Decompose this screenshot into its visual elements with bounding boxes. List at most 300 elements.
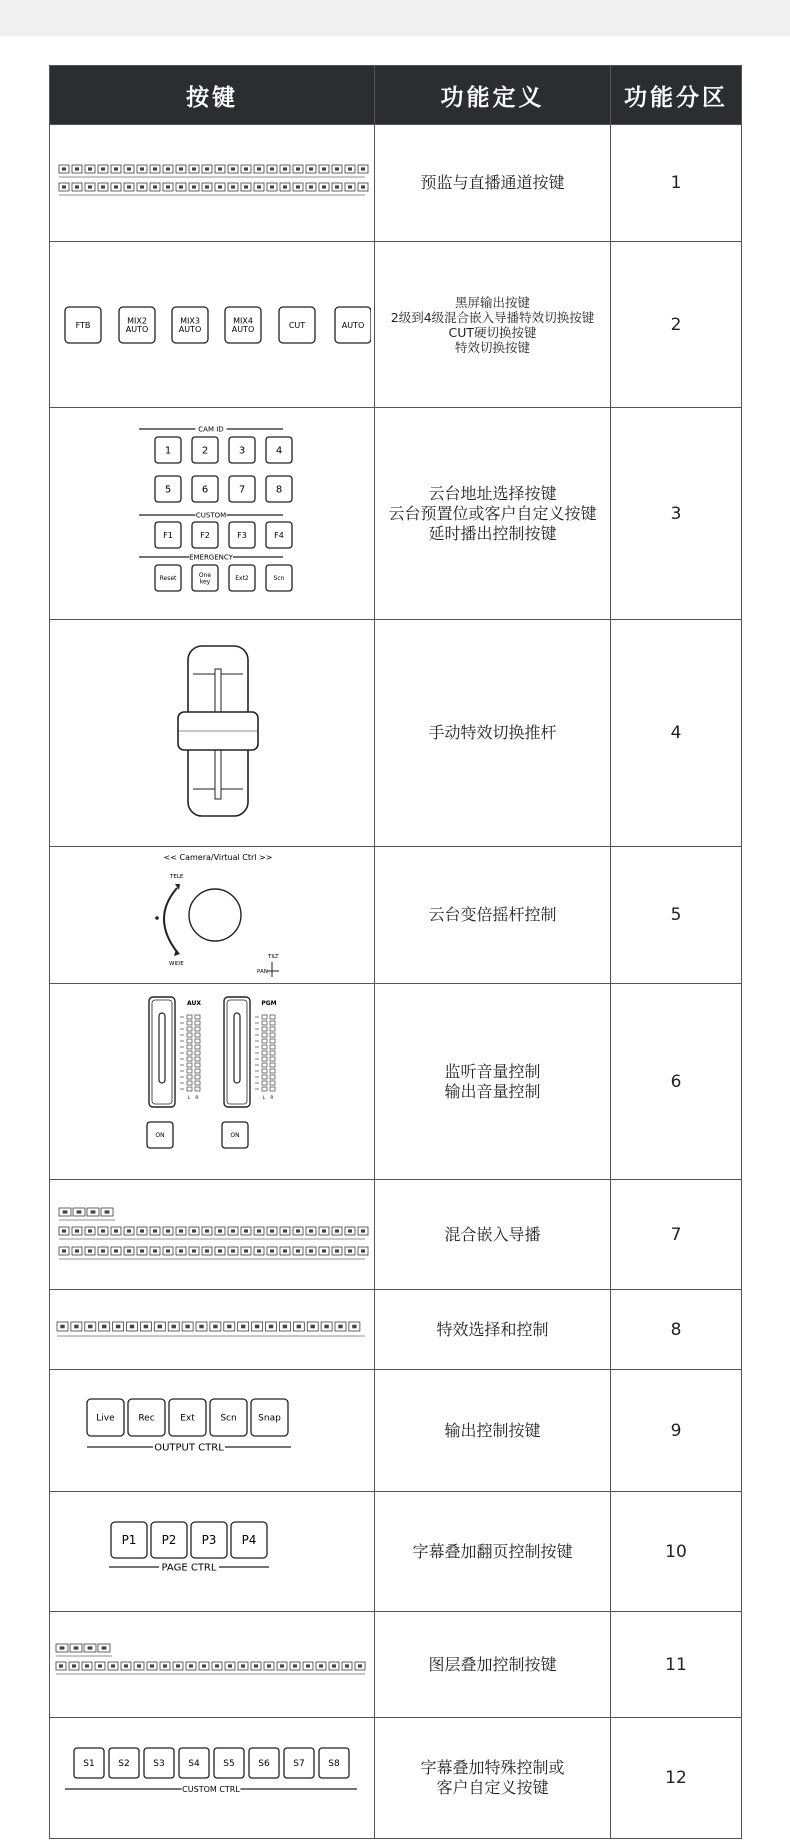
effect-key-mark <box>144 1324 148 1328</box>
program-channel-key-mark <box>205 185 209 188</box>
pgm-meter-l <box>262 1021 267 1025</box>
custom-key-label: F3 <box>237 530 247 540</box>
page-key-label: P4 <box>241 1532 257 1547</box>
effect-keys-panel <box>50 1290 375 1370</box>
pgm-meter-l <box>262 1087 267 1091</box>
preview-channel-key-mark <box>296 167 300 170</box>
mix-pvw-key-mark <box>283 1249 287 1252</box>
table-row <box>50 242 742 408</box>
table-row <box>50 1290 742 1370</box>
cam-id-key-label: 4 <box>275 445 283 456</box>
overlay-key-mark <box>358 1664 362 1667</box>
table-row <box>50 1612 742 1718</box>
custom-key-label: F1 <box>163 530 173 540</box>
audio-faders <box>53 985 371 1175</box>
pgm-meter-l <box>262 1069 267 1073</box>
switch-key-label: MIX3 <box>180 315 200 325</box>
preview-channel-key-mark <box>322 167 326 170</box>
overlay-key-mark <box>280 1664 284 1667</box>
function-line: 字幕叠加翻页控制按键 <box>412 1541 573 1561</box>
program-channel-key-mark <box>166 185 170 188</box>
pgm-meter-l <box>262 1063 267 1067</box>
effect-key-mark <box>158 1324 162 1328</box>
overlay-key-mark <box>293 1664 297 1667</box>
key-function-table <box>49 65 742 1839</box>
effect-key-mark <box>283 1324 287 1328</box>
function-line: 输出音量控制 <box>444 1081 541 1101</box>
preview-channel-key-mark <box>114 167 118 170</box>
effect-key-mark <box>227 1324 231 1328</box>
page-key-label: P3 <box>201 1532 217 1547</box>
page-panel <box>50 1492 375 1612</box>
switch-key-label: FTB <box>75 320 91 330</box>
preview-channel-key-mark <box>205 167 209 170</box>
mix-pgm-key-mark <box>361 1229 365 1232</box>
table-row <box>50 984 742 1180</box>
function-line: 图层叠加控制按键 <box>428 1654 557 1674</box>
mix-pvw-key-mark <box>361 1249 365 1252</box>
header-zone: 功能分区 <box>611 66 742 125</box>
custom-key-label: F2 <box>200 530 210 540</box>
effect-key-mark <box>102 1324 106 1328</box>
preview-channel-key-mark <box>335 167 339 170</box>
function-line: 监听音量控制 <box>444 1061 541 1081</box>
mix-keys-panel <box>50 1180 375 1290</box>
effect-key-mark <box>130 1324 134 1328</box>
program-channel-key-mark <box>101 185 105 188</box>
preview-channel-key-mark <box>361 167 365 170</box>
switch-keys-panel <box>50 242 375 408</box>
table-row <box>50 847 742 984</box>
output-key-label: Ext <box>180 1413 195 1424</box>
overlay-key-mark <box>72 1664 76 1667</box>
custom-ctrl-key-label: S8 <box>328 1759 340 1770</box>
mix-pgm-key-mark <box>75 1229 79 1232</box>
mix-pvw-key-mark <box>218 1249 222 1252</box>
cam-id-key-label: 2 <box>201 445 209 456</box>
cam-id-keypad <box>53 417 371 607</box>
overlay-key-mark <box>215 1664 219 1667</box>
mix-mode-key-mark <box>105 1210 110 1213</box>
custom-ctrl-key-label: S5 <box>223 1759 235 1770</box>
overlay-key-mark <box>319 1664 323 1667</box>
pgm-meter-r <box>270 1063 275 1067</box>
mix-pvw-key-mark <box>140 1249 144 1252</box>
effect-key-mark <box>172 1324 176 1328</box>
function-line: 特效选择和控制 <box>436 1319 549 1339</box>
mix-pvw-key-mark <box>75 1249 79 1252</box>
mix-mode-key-mark <box>91 1210 96 1213</box>
program-channel-key-mark <box>348 185 352 188</box>
cam-id-group-label: CAM ID <box>198 424 224 433</box>
table-row <box>50 620 742 847</box>
mix-pgm-key-mark <box>283 1229 287 1232</box>
program-channel-key-mark <box>62 185 66 188</box>
zone-cell: 4 <box>611 620 742 847</box>
mix-pvw-key-mark <box>114 1249 118 1252</box>
joystick-title: << Camera/Virtual Ctrl >> <box>163 853 273 862</box>
preview-channel-key-mark <box>140 167 144 170</box>
emergency-key-label: Ext2 <box>235 574 249 582</box>
custom-ctrl-label: CUSTOM CTRL <box>182 1784 240 1794</box>
program-channel-key-mark <box>88 185 92 188</box>
table-row <box>50 1492 742 1612</box>
pgm-meter-l <box>262 1027 267 1031</box>
preview-channel-key-mark <box>153 167 157 170</box>
effect-key-mark <box>241 1324 245 1328</box>
aux-meter-r <box>195 1069 200 1073</box>
mix-pvw-key-mark <box>127 1249 131 1252</box>
preview-channel-key-mark <box>127 167 131 170</box>
aux-meter-r <box>195 1039 200 1043</box>
aux-meter-l <box>187 1063 192 1067</box>
effect-key-mark <box>199 1324 203 1328</box>
function-line: 特效切换按键 <box>454 339 530 355</box>
table-row <box>50 408 742 620</box>
wide-label: WIDE <box>169 961 184 967</box>
effect-key-mark <box>311 1324 315 1328</box>
zone-cell: 2 <box>611 242 742 408</box>
camera-joystick <box>53 848 371 978</box>
table-row <box>50 125 742 242</box>
mix-pvw-key-mark <box>179 1249 183 1252</box>
zoom-center-dot <box>155 916 159 920</box>
aux-meter-l <box>187 1027 192 1031</box>
mix-pvw-key-mark <box>88 1249 92 1252</box>
custom-group-label: CUSTOM <box>195 510 227 519</box>
overlay-key-mark <box>345 1664 349 1667</box>
preview-channel-key-mark <box>283 167 287 170</box>
mix-pgm-key-mark <box>153 1229 157 1232</box>
pgm-meter-l <box>262 1015 267 1019</box>
overlay-key-mark <box>111 1664 115 1667</box>
function-line: 客户自定义按键 <box>436 1778 549 1797</box>
preview-channel-key-mark <box>257 167 261 170</box>
function-cell <box>375 847 611 984</box>
page-ctrl-label: PAGE CTRL <box>161 1562 217 1573</box>
pgm-fader-knob[interactable] <box>234 1013 240 1083</box>
preview-channel-key-mark <box>166 167 170 170</box>
function-line: 字幕叠加特殊控制或 <box>420 1758 565 1777</box>
program-channel-key-mark <box>127 185 131 188</box>
mix-pgm-key-mark <box>166 1229 170 1232</box>
aux-meter-r <box>195 1063 200 1067</box>
emergency-group-label: EMERGENCY <box>189 552 233 561</box>
cam-id-key-label: 3 <box>238 445 246 456</box>
pgm-meter-r <box>270 1021 275 1025</box>
function-cell <box>375 984 611 1180</box>
pgm-meter-l <box>262 1081 267 1085</box>
cam-id-key-label: 1 <box>164 445 172 456</box>
output-key-label: Scn <box>220 1413 237 1424</box>
pgm-meter-r <box>270 1057 275 1061</box>
mix-pgm-key-mark <box>231 1229 235 1232</box>
program-channel-key-mark <box>283 185 287 188</box>
preview-channel-key-mark <box>270 167 274 170</box>
preview-channel-key-mark <box>244 167 248 170</box>
aux-meter-l <box>187 1021 192 1025</box>
pgm-meter-r <box>270 1033 275 1037</box>
joystick-knob[interactable] <box>189 889 241 941</box>
effect-key-mark <box>324 1324 328 1328</box>
pgm-meter-r <box>270 1069 275 1073</box>
mix-pvw-key-mark <box>62 1249 66 1252</box>
effect-key-mark <box>297 1324 301 1328</box>
switch-key-label: AUTO <box>231 324 255 334</box>
overlay-key-mark <box>124 1664 128 1667</box>
aux-meter-l <box>187 1015 192 1019</box>
mix-pvw-key-mark <box>257 1249 261 1252</box>
overlay-key-mark <box>267 1664 271 1667</box>
overlay-key-mark <box>137 1664 141 1667</box>
custom-ctrl-group <box>53 1736 371 1816</box>
function-line: 延时播出控制按键 <box>428 523 557 543</box>
program-channel-key-mark <box>179 185 183 188</box>
program-channel-key-mark <box>244 185 248 188</box>
mix-pgm-key-mark <box>348 1229 352 1232</box>
joystick-panel <box>50 847 375 984</box>
mix-pgm-key-mark <box>218 1229 222 1232</box>
pgm-meter-l <box>262 1045 267 1049</box>
switch-key-label: AUTO <box>341 320 365 330</box>
mix-pgm-key-mark <box>205 1229 209 1232</box>
cam-id-key-label: 8 <box>275 484 283 495</box>
overlay-key-mark <box>176 1664 180 1667</box>
overlay-key-mark <box>59 1664 63 1667</box>
zone-cell: 8 <box>611 1290 742 1370</box>
pgm-meter-l <box>262 1039 267 1043</box>
aux-meter-r <box>195 1027 200 1031</box>
page-key-label: P1 <box>121 1532 137 1547</box>
effect-key-mark <box>213 1324 217 1328</box>
effect-key-mark <box>74 1324 78 1328</box>
custom-ctrl-key-label: S6 <box>258 1759 270 1770</box>
mix-pvw-key-mark <box>296 1249 300 1252</box>
pgm-meter-r <box>270 1075 275 1079</box>
mix-pvw-key-mark <box>270 1249 274 1252</box>
aux-meter-r <box>195 1075 200 1079</box>
emergency-key-label: Reset <box>159 574 177 582</box>
pgm-meter-l <box>262 1057 267 1061</box>
overlay-key-mark <box>306 1664 310 1667</box>
pgm-meter-r <box>270 1039 275 1043</box>
tele-label: TELE <box>170 874 184 880</box>
aux-meter-l <box>187 1039 192 1043</box>
aux-meter-l <box>187 1057 192 1061</box>
table-row <box>50 1718 742 1839</box>
aux-fader-knob[interactable] <box>159 1013 165 1083</box>
pgm-meter-l <box>262 1051 267 1055</box>
mix-key-strip <box>53 1198 371 1268</box>
effect-key-mark <box>338 1324 342 1328</box>
overlay-mode-key-mark <box>60 1646 65 1649</box>
switch-key-label: AUTO <box>125 324 149 334</box>
zone-cell: 10 <box>611 1492 742 1612</box>
preview-channel-key-mark <box>88 167 92 170</box>
switch-key-group <box>53 293 371 353</box>
function-line: CUT硬切换按键 <box>448 324 537 340</box>
function-line: 混合嵌入导播 <box>444 1224 541 1244</box>
mix-pgm-key-mark <box>309 1229 313 1232</box>
function-cell <box>375 408 611 620</box>
aux-meter-r <box>195 1045 200 1049</box>
mix-pvw-key-mark <box>322 1249 326 1252</box>
effect-key-mark <box>255 1324 259 1328</box>
aux-meter-r <box>195 1057 200 1061</box>
mix-pgm-key-mark <box>88 1229 92 1232</box>
preview-channel-key-mark <box>62 167 66 170</box>
pgm-l-label: L <box>262 1095 266 1101</box>
output-ctrl-group <box>53 1389 371 1469</box>
aux-meter-r <box>195 1021 200 1025</box>
program-channel-key-mark <box>153 185 157 188</box>
emergency-key-label: key <box>199 577 211 585</box>
preview-channel-key-mark <box>231 167 235 170</box>
pgm-meter-r <box>270 1027 275 1031</box>
cam-id-key-label: 5 <box>164 484 172 495</box>
function-cell <box>375 620 611 847</box>
overlay-key-mark <box>202 1664 206 1667</box>
mix-pgm-key-mark <box>101 1229 105 1232</box>
preview-channel-key-mark <box>348 167 352 170</box>
mix-mode-key-mark <box>63 1210 68 1213</box>
mix-pvw-key-mark <box>309 1249 313 1252</box>
cam-id-panel <box>50 408 375 620</box>
program-channel-key-mark <box>361 185 365 188</box>
t-bar-panel <box>50 620 375 847</box>
mix-pvw-key-mark <box>101 1249 105 1252</box>
mix-pgm-key-mark <box>140 1229 144 1232</box>
function-line: 云台预置位或客户自定义按键 <box>388 503 597 523</box>
effect-key-mark <box>60 1324 64 1328</box>
function-line: 输出控制按键 <box>444 1420 541 1440</box>
custom-ctrl-key-label: S7 <box>293 1759 305 1770</box>
function-line: 云台变倍摇杆控制 <box>428 905 557 924</box>
top-band <box>0 0 790 36</box>
effect-key-mark <box>116 1324 120 1328</box>
audio-panel <box>50 984 375 1180</box>
function-line: 手动特效切换推杆 <box>428 723 557 742</box>
program-channel-key-mark <box>140 185 144 188</box>
output-key-label: Rec <box>138 1413 155 1424</box>
pan-label: PAN <box>257 969 268 975</box>
aux-meter-r <box>195 1081 200 1085</box>
effect-key-mark <box>269 1324 273 1328</box>
overlay-keys-panel <box>50 1612 375 1718</box>
overlay-key-mark <box>241 1664 245 1667</box>
overlay-mode-key-mark <box>102 1646 107 1649</box>
preview-channel-key-mark <box>75 167 79 170</box>
mix-pvw-key-mark <box>231 1249 235 1252</box>
overlay-key-strip <box>53 1638 371 1688</box>
table-row <box>50 1370 742 1492</box>
zoom-arc <box>164 888 177 952</box>
program-channel-key-mark <box>335 185 339 188</box>
switch-key-label: MIX2 <box>127 315 147 325</box>
pgm-meter-r <box>270 1045 275 1049</box>
program-channel-key-mark <box>114 185 118 188</box>
pgm-meter-r <box>270 1051 275 1055</box>
mix-pgm-key-mark <box>62 1229 66 1232</box>
function-cell <box>375 1492 611 1612</box>
custom-ctrl-panel <box>50 1718 375 1839</box>
program-channel-key-mark <box>270 185 274 188</box>
mix-pvw-key-mark <box>205 1249 209 1252</box>
program-channel-key-mark <box>218 185 222 188</box>
mix-pvw-key-mark <box>153 1249 157 1252</box>
function-cell <box>375 1718 611 1839</box>
function-line: 2级到4级混合嵌入导播特效切换按键 <box>390 309 595 325</box>
program-channel-key-mark <box>309 185 313 188</box>
switch-key-label: MIX4 <box>233 315 253 325</box>
program-channel-key-mark <box>231 185 235 188</box>
mix-pgm-key-mark <box>270 1229 274 1232</box>
effect-key-mark <box>185 1324 189 1328</box>
program-channel-key-mark <box>75 185 79 188</box>
mix-pvw-key-mark <box>348 1249 352 1252</box>
function-line: 黑屏输出按键 <box>454 294 530 310</box>
preview-channel-key-mark <box>101 167 105 170</box>
zone-cell: 12 <box>611 1718 742 1839</box>
mix-pvw-key-mark <box>192 1249 196 1252</box>
aux-meter-r <box>195 1015 200 1019</box>
output-ctrl-label: OUTPUT CTRL <box>154 1442 224 1453</box>
aux-meter-l <box>187 1045 192 1049</box>
function-cell <box>375 1370 611 1492</box>
aux-on-button-label: ON <box>155 1131 165 1139</box>
mix-pgm-key-mark <box>322 1229 326 1232</box>
function-cell <box>375 1290 611 1370</box>
pgm-meter-l <box>262 1075 267 1079</box>
cam-id-key-label: 6 <box>201 484 209 495</box>
zone-cell: 6 <box>611 984 742 1180</box>
zone-cell: 1 <box>611 125 742 242</box>
output-key-label: Snap <box>258 1413 281 1424</box>
switch-key-label: AUTO <box>178 324 202 334</box>
program-channel-key-mark <box>322 185 326 188</box>
custom-key-label: F4 <box>274 530 284 540</box>
aux-meter-l <box>187 1081 192 1085</box>
zone-cell: 7 <box>611 1180 742 1290</box>
mix-pgm-key-mark <box>244 1229 248 1232</box>
aux-meter-l <box>187 1075 192 1079</box>
channel-keys-panel <box>50 125 375 242</box>
mix-pgm-key-mark <box>335 1229 339 1232</box>
tilt-label: TILT <box>268 954 279 960</box>
aux-meter-r <box>195 1051 200 1055</box>
switch-key-label: CUT <box>288 320 306 330</box>
aux-l-label: L <box>187 1095 191 1101</box>
pgm-label: PGM <box>261 999 277 1007</box>
page-ctrl-group <box>53 1510 371 1590</box>
function-cell <box>375 242 611 408</box>
cam-id-key-label: 7 <box>238 484 246 495</box>
aux-label: AUX <box>187 999 201 1007</box>
header-function: 功能定义 <box>375 66 611 125</box>
custom-ctrl-key-label: S4 <box>188 1759 200 1770</box>
custom-ctrl-key-label: S1 <box>83 1759 95 1770</box>
overlay-mode-key-mark <box>88 1646 93 1649</box>
overlay-key-mark <box>228 1664 232 1667</box>
overlay-key-mark <box>150 1664 154 1667</box>
preview-channel-key-mark <box>179 167 183 170</box>
t-bar-fader[interactable] <box>53 624 371 839</box>
pgm-on-button-label: ON <box>230 1131 240 1139</box>
function-cell <box>375 1612 611 1718</box>
preview-channel-key-mark <box>309 167 313 170</box>
mix-pgm-key-mark <box>127 1229 131 1232</box>
program-channel-key-mark <box>257 185 261 188</box>
